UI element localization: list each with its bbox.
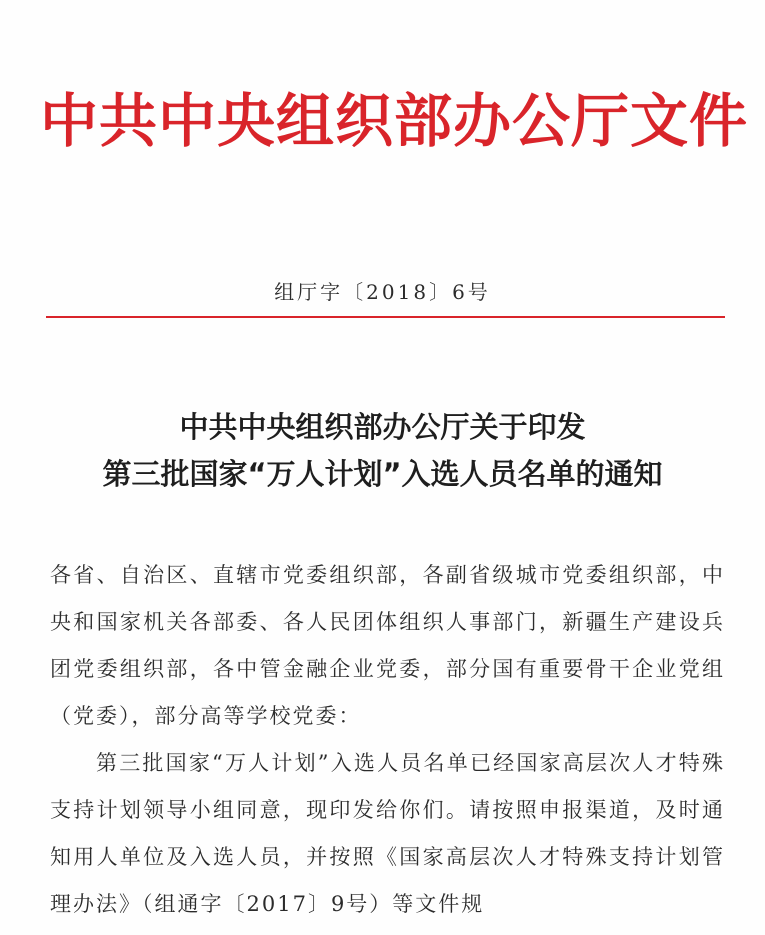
addressee-paragraph: 各省、自治区、直辖市党委组织部，各副省级城市党委组织部，中央和国家机关各部委、各人民团体组织人事部门，新疆生产建设兵团党委组织部，各中管金融企业党委，部分国有重要骨干企业党组（党委），部分高等学校党委： bbox=[50, 563, 725, 728]
notice-title-line-2: 第三批国家“万人计划”入选人员名单的通知 bbox=[102, 457, 663, 491]
red-divider-line bbox=[46, 316, 725, 318]
body-paragraph-1: 第三批国家“万人计划”入选人员名单已经国家高层次人才特殊支持计划领导小组同意，现印发给你们。请按照申报渠道，及时通知用人单位及入选人员，并按照《国家高层次人才特殊支持计划管理办法》（组通字〔2017〕9号）等文件规 bbox=[50, 751, 725, 916]
notice-body bbox=[50, 552, 725, 928]
notice-title bbox=[40, 404, 725, 498]
notice-title-line-1: 中共中央组织部办公厅关于印发 bbox=[179, 410, 586, 444]
document-number: 组厅字〔2018〕6号 bbox=[274, 280, 491, 304]
masthead-title: 中共中央组织部办公厅文件 bbox=[40, 87, 749, 155]
